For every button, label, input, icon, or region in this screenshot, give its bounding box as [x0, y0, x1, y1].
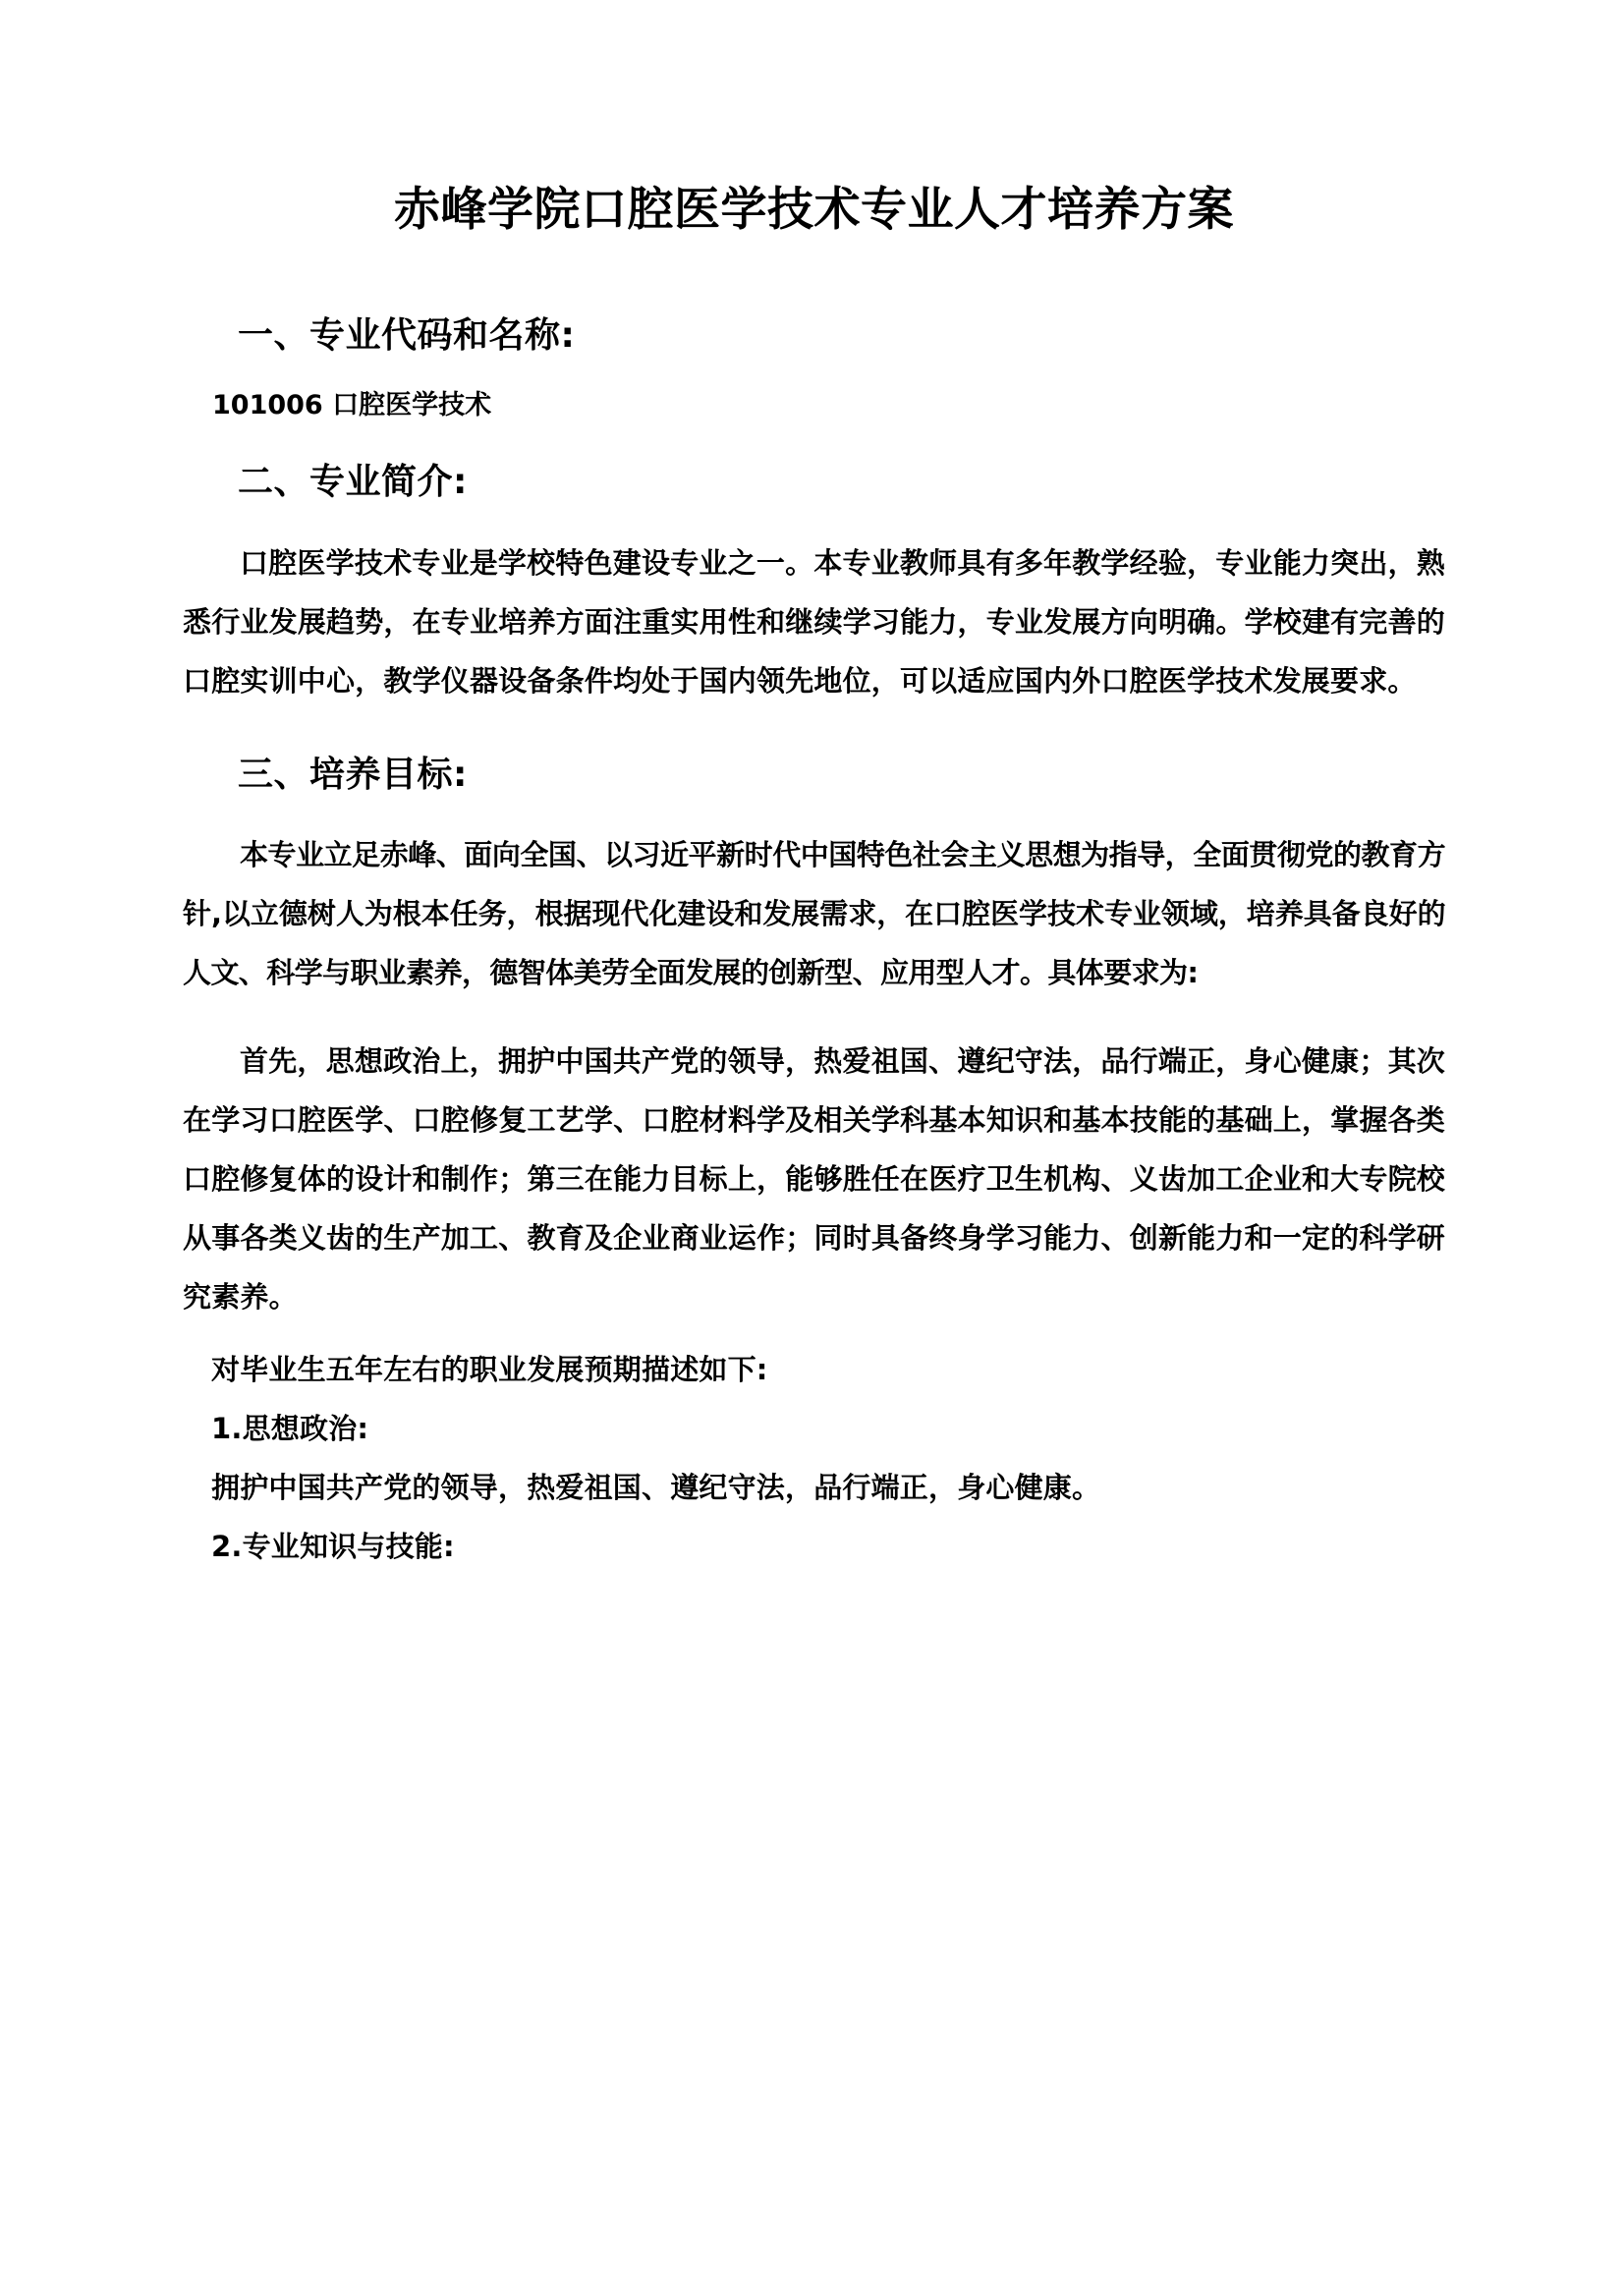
list-item-2-label: 2.专业知识与技能: [211, 1529, 455, 1563]
list-item-1-text: 拥护中国共产党的领导，热爱祖国、遵纪守法，品行端正，身心健康。 [211, 1470, 1101, 1504]
career-expectation-lead: 对毕业生五年左右的职业发展预期描述如下: [211, 1352, 768, 1386]
section-heading-1: 一、专业代码和名称: [238, 314, 576, 356]
major-code-line: 101006 口腔医学技术 [212, 389, 492, 420]
section-2-paragraph: 口腔医学技术专业是学校特色建设专业之一。本专业教师具有多年教学经验，专业能力突出，熟悉行业发展趋势，在专业培养方面注重实用性和继续学习能力，专业发展方向明确。学校建有完善的口腔实训中心，教学仪器设备条件均处于国内领先地位，可以适应国内外口腔医学技术发展要求。 [183, 545, 1445, 698]
page-title: 赤峰学院口腔医学技术专业人才培养方案 [394, 183, 1234, 237]
section-heading-3: 三、培养目标: [238, 754, 468, 795]
section-3-paragraph-2: 首先，思想政治上，拥护中国共产党的领导，热爱祖国、遵纪守法，品行端正，身心健康；其次在学习口腔医学、口腔修复工艺学、口腔材料学及相关学科基本知识和基本技能的基础上，掌握各类口腔修复体的设计和制作；第三在能力目标上，能够胜任在医疗卫生机构、义齿加工企业和大专院校从事各类义齿的生产加工、教育及企业商业运作；同时具备终身学习能力、创新能力和一定的科学研究素养。 [183, 1043, 1445, 1314]
section-3-paragraph-1: 本专业立足赤峰、面向全国、以习近平新时代中国特色社会主义思想为指导，全面贯彻党的教育方针,以立德树人为根本任务，根据现代化建设和发展需求，在口腔医学技术专业领域，培养具备良好的人文、科学与职业素养，德智体美劳全面发展的创新型、应用型人才。具体要求为: [183, 837, 1445, 989]
section-heading-2: 二、专业简介: [238, 462, 468, 503]
list-item-1-label: 1.思想政治: [211, 1411, 369, 1445]
document-content [183, 0, 1445, 1576]
